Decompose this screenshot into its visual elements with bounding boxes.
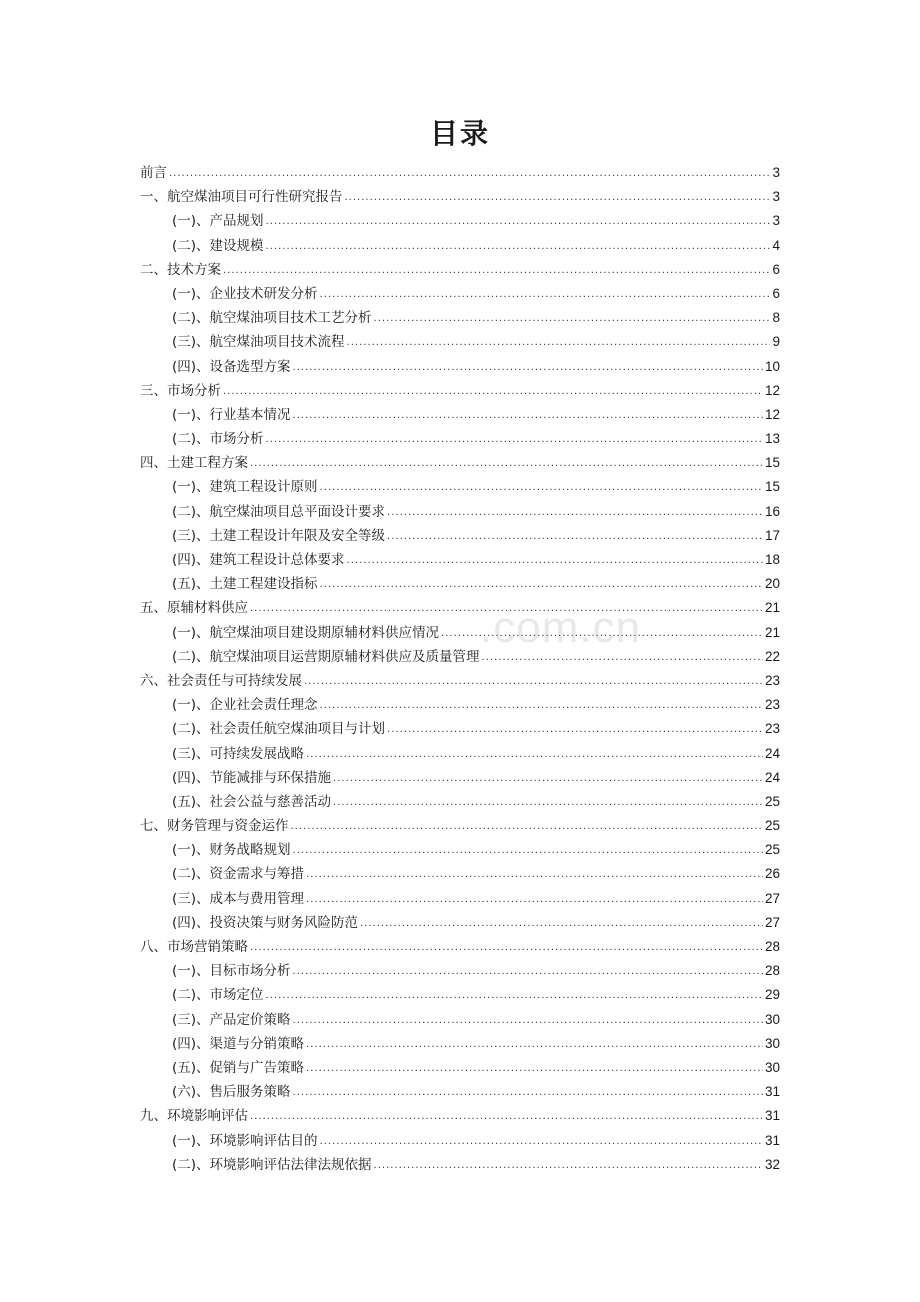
toc-subentry[interactable]	[140, 983, 780, 1007]
toc-dot-leader	[333, 791, 763, 815]
toc-page-number: 31	[764, 1084, 780, 1100]
toc-page-number: 29	[764, 987, 780, 1003]
page-title: 目录	[429, 117, 490, 150]
toc-entry[interactable]	[140, 185, 780, 209]
toc-entry-title: (五)、社会公益与慈善活动	[172, 793, 332, 810]
toc-page-number: 30	[764, 1035, 780, 1051]
toc-entry-title: (二)、航空煤油项目技术工艺分析	[172, 310, 372, 327]
toc-entry[interactable]	[140, 258, 780, 282]
toc-page-number: 3	[772, 165, 780, 180]
toc-dot-leader	[306, 1033, 763, 1057]
toc-entry-title: (一)、产品规划	[172, 213, 264, 230]
toc-entry-title: (二)、市场分析	[172, 431, 264, 448]
toc-page-number: 22	[764, 648, 780, 664]
toc-subentry[interactable]	[140, 306, 780, 330]
toc-page-number: 23	[764, 672, 780, 688]
toc-page-number: 3	[772, 213, 780, 229]
toc-dot-leader	[306, 743, 763, 767]
toc-entry-title: (一)、建筑工程设计原则	[172, 479, 318, 496]
toc-dot-leader	[250, 936, 763, 960]
toc-page-number: 6	[772, 261, 780, 277]
toc-page-number: 15	[764, 479, 780, 495]
toc-page-number: 24	[764, 769, 780, 785]
toc-dot-leader	[223, 380, 763, 404]
toc-entry-title: (五)、促销与广告策略	[172, 1059, 305, 1076]
toc-subentry[interactable]	[140, 1008, 780, 1032]
toc-entry[interactable]	[140, 1104, 780, 1128]
toc-subentry[interactable]	[140, 790, 780, 814]
toc-entry-title: (三)、土建工程设计年限及安全等级	[172, 527, 386, 544]
toc-entry-title: (一)、航空煤油项目建设期原辅材料供应情况	[172, 624, 440, 641]
toc-page-number: 31	[764, 1108, 780, 1124]
toc-page-number: 30	[764, 1059, 780, 1075]
toc-page-number: 15	[764, 455, 780, 471]
toc-entry-title: (一)、环境影响评估目的	[172, 1132, 318, 1149]
toc-subentry[interactable]	[140, 1056, 780, 1080]
toc-subentry[interactable]	[140, 887, 780, 911]
toc-dot-leader	[387, 525, 763, 549]
toc-entry-title: (二)、环境影响评估法律法规依据	[172, 1156, 372, 1173]
toc-entry-title: (三)、产品定价策略	[172, 1011, 291, 1028]
toc-entry-title: (一)、财务战略规划	[172, 842, 291, 859]
toc-page-number: 26	[764, 866, 780, 882]
toc-subentry[interactable]	[140, 645, 780, 669]
toc-page-number: 28	[764, 939, 780, 954]
toc-subentry[interactable]	[140, 330, 780, 354]
toc-dot-leader	[266, 984, 763, 1008]
toc-page-number: 25	[764, 842, 780, 858]
toc-subentry[interactable]	[140, 427, 780, 451]
toc-entry-title: (四)、节能减排与环保措施	[172, 769, 332, 786]
toc-dot-leader	[250, 1105, 763, 1129]
toc-subentry[interactable]	[140, 717, 780, 741]
toc-dot-leader	[291, 815, 763, 839]
toc-dot-leader	[347, 549, 763, 573]
toc-entry[interactable]	[140, 161, 780, 185]
toc-dot-leader	[293, 839, 763, 863]
toc-entry-title: (二)、航空煤油项目总平面设计要求	[172, 503, 386, 520]
toc-subentry[interactable]	[140, 475, 780, 499]
toc-entry-title: 九、环境影响评估	[140, 1108, 248, 1125]
toc-entry-title: 三、市场分析	[140, 382, 221, 399]
toc-entry[interactable]	[140, 451, 780, 475]
toc-dot-leader	[320, 573, 763, 597]
toc-subentry[interactable]	[140, 911, 780, 935]
toc-entry-title: (一)、企业技术研发分析	[172, 285, 318, 302]
toc-entry[interactable]	[140, 379, 780, 403]
toc-page-number: 17	[764, 527, 780, 543]
toc-page-number: 8	[772, 310, 780, 326]
toc-entry-title: (四)、建筑工程设计总体要求	[172, 552, 345, 568]
toc-entry-title: (四)、投资决策与财务风险防范	[172, 914, 359, 931]
toc-dot-leader	[266, 428, 763, 452]
toc-page-number: 32	[764, 1156, 780, 1172]
toc-subentry[interactable]	[140, 500, 780, 524]
toc-dot-leader	[293, 1009, 763, 1033]
toc-dot-leader	[345, 186, 771, 210]
toc-entry-title: 五、原辅材料供应	[140, 600, 248, 617]
toc-entry-title: (二)、市场定位	[172, 987, 264, 1004]
toc-dot-leader	[169, 162, 770, 186]
toc-dot-leader	[306, 863, 763, 887]
toc-page-number: 16	[764, 503, 780, 519]
toc-page-number: 24	[764, 745, 780, 761]
toc-dot-leader	[333, 767, 763, 791]
toc-subentry[interactable]	[140, 1032, 780, 1056]
toc-subentry[interactable]	[140, 282, 780, 306]
toc-page-number: 6	[772, 285, 780, 301]
toc-entry-title: (三)、可持续发展战略	[172, 745, 305, 762]
toc-page-number: 3	[772, 189, 780, 205]
toc-page-number: 4	[772, 237, 780, 253]
toc-subentry[interactable]	[140, 693, 780, 717]
toc-page-number: 20	[764, 576, 780, 592]
toc-dot-leader	[387, 718, 763, 742]
toc-entry-title: (二)、资金需求与筹措	[172, 866, 305, 883]
toc-subentry[interactable]	[140, 403, 780, 427]
toc-page-number: 31	[764, 1132, 780, 1148]
toc-page-number: 12	[764, 382, 780, 398]
toc-subentry[interactable]	[140, 621, 780, 645]
toc-subentry[interactable]	[140, 524, 780, 548]
toc-dot-leader	[223, 259, 770, 283]
toc-subentry[interactable]	[140, 1153, 780, 1177]
toc-entry-title: (一)、企业社会责任理念	[172, 697, 318, 714]
toc-entry-title: (六)、售后服务策略	[172, 1084, 291, 1101]
toc-page-number: 21	[764, 624, 780, 640]
toc-dot-leader	[320, 1130, 763, 1154]
toc-entry-title: (一)、行业基本情况	[172, 406, 291, 423]
toc-page-number: 13	[764, 431, 780, 447]
toc-entry[interactable]	[140, 935, 780, 959]
toc-page-number: 25	[764, 818, 780, 834]
toc-dot-leader	[374, 1154, 763, 1178]
table-of-contents	[140, 161, 780, 1177]
toc-entry-title: 七、财务管理与资金运作	[140, 818, 289, 835]
toc-entry-title: (二)、航空煤油项目运营期原辅材料供应及质量管理	[172, 648, 480, 665]
toc-entry-title: (三)、成本与费用管理	[172, 890, 305, 907]
toc-subentry[interactable]	[140, 234, 780, 258]
toc-entry-title: (四)、渠道与分销策略	[172, 1035, 305, 1052]
toc-dot-leader	[293, 960, 763, 984]
toc-dot-leader	[482, 646, 763, 670]
toc-dot-leader	[304, 670, 763, 694]
toc-entry-title: 八、市场营销策略	[140, 939, 248, 955]
toc-entry-title: (三)、航空煤油项目技术流程	[172, 334, 345, 351]
toc-dot-leader	[387, 501, 763, 525]
toc-entry-title: (五)、土建工程建设指标	[172, 576, 318, 593]
toc-subentry[interactable]	[140, 862, 780, 886]
toc-page-number: 30	[764, 1011, 780, 1027]
toc-page-number: 12	[764, 406, 780, 422]
toc-dot-leader	[320, 283, 771, 307]
toc-dot-leader	[293, 1081, 763, 1105]
toc-dot-leader	[250, 452, 763, 476]
toc-subentry[interactable]	[140, 742, 780, 766]
toc-page-number: 25	[764, 793, 780, 809]
watermark: .com.cn	[480, 603, 642, 652]
toc-dot-leader	[320, 476, 763, 500]
toc-dot-leader	[293, 404, 763, 428]
toc-dot-leader	[347, 331, 771, 355]
toc-entry-title: (二)、社会责任航空煤油项目与计划	[172, 721, 386, 738]
toc-page-number: 28	[764, 963, 780, 979]
toc-page-number: 18	[764, 552, 780, 567]
toc-dot-leader	[266, 210, 771, 234]
toc-page-number: 27	[764, 890, 780, 906]
toc-subentry[interactable]	[140, 1080, 780, 1104]
toc-subentry[interactable]	[140, 1129, 780, 1153]
toc-page-number: 23	[764, 721, 780, 737]
toc-entry-title: (二)、建设规模	[172, 237, 264, 254]
toc-page-number: 23	[764, 697, 780, 713]
toc-dot-leader	[360, 912, 763, 936]
toc-page-number: 10	[764, 358, 780, 374]
toc-dot-leader	[374, 307, 771, 331]
toc-entry-title: 前言	[140, 165, 167, 181]
toc-subentry[interactable]	[140, 355, 780, 379]
toc-entry[interactable]	[140, 814, 780, 838]
toc-entry-title: 六、社会责任与可持续发展	[140, 672, 302, 689]
toc-dot-leader	[306, 888, 763, 912]
toc-page-number: 21	[764, 600, 780, 616]
toc-dot-leader	[320, 694, 763, 718]
toc-subentry[interactable]	[140, 838, 780, 862]
toc-dot-leader	[250, 597, 763, 621]
toc-subentry[interactable]	[140, 209, 780, 233]
toc-dot-leader	[293, 356, 763, 380]
toc-page-number: 27	[764, 914, 780, 930]
toc-subentry[interactable]	[140, 766, 780, 790]
toc-dot-leader	[266, 235, 771, 259]
toc-entry-title: 四、土建工程方案	[140, 455, 248, 472]
toc-page-number: 9	[772, 334, 780, 350]
toc-dot-leader	[441, 622, 763, 646]
toc-entry-title: 二、技术方案	[140, 261, 221, 278]
toc-subentry[interactable]	[140, 548, 780, 572]
toc-subentry[interactable]	[140, 959, 780, 983]
toc-entry-title: (一)、目标市场分析	[172, 963, 291, 980]
toc-entry[interactable]	[140, 596, 780, 620]
toc-entry-title: 一、航空煤油项目可行性研究报告	[140, 189, 343, 206]
toc-dot-leader	[306, 1057, 763, 1081]
toc-entry-title: (四)、设备选型方案	[172, 358, 291, 375]
toc-subentry[interactable]	[140, 572, 780, 596]
toc-entry[interactable]	[140, 669, 780, 693]
